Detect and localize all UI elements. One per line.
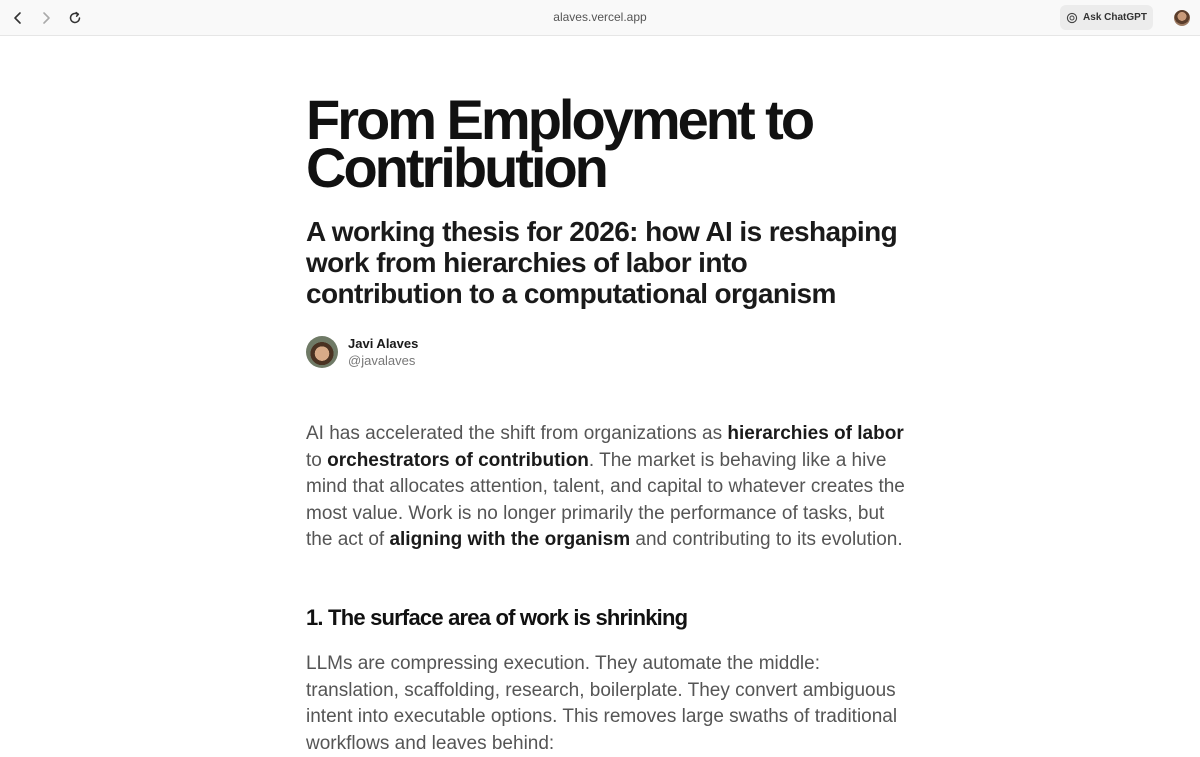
intro-text-1: AI has accelerated the shift from organizations as (306, 423, 728, 444)
reload-button[interactable] (65, 8, 85, 28)
author-handle[interactable]: @javalaves (348, 353, 416, 368)
ask-chatgpt-label: Ask ChatGPT (1083, 12, 1147, 23)
chevron-left-icon (11, 11, 25, 25)
section-heading: 1. The surface area of work is shrinking (306, 605, 688, 630)
intro-text-4: and contributing to its evolution. (630, 529, 903, 550)
intro-emphasis-2: orchestrators of contribution (327, 449, 589, 471)
article-title: From Employment to Contribution (306, 88, 813, 199)
intro-emphasis-1: hierarchies of labor (727, 423, 904, 444)
back-button[interactable] (8, 8, 28, 28)
url-text[interactable]: alaves.vercel.app (553, 10, 647, 24)
reload-icon (68, 11, 82, 25)
intro-paragraph (306, 421, 906, 554)
browser-toolbar (0, 0, 1200, 36)
chevron-right-icon (39, 11, 53, 25)
url-bar (0, 10, 1200, 24)
intro-emphasis-3: aligning with the organism (389, 529, 631, 550)
intro-text-2: to (306, 449, 328, 471)
section-paragraph: LLMs are compressing execution. They automate the middle: translation, scaffolding, research, boilerplate. They convert ambiguous intent into executable options. This removes large swaths of traditional workflows and leaves behind: (306, 653, 898, 754)
intro-text-3: . The market is behaving like a hive mind that allocates attention, talent, and capital to whatever creates the most value. Work is no longer primarily the performance of tasks, but the act of (306, 449, 905, 550)
forward-button[interactable] (36, 8, 56, 28)
chatgpt-icon (1066, 12, 1078, 24)
profile-avatar[interactable] (1174, 10, 1190, 26)
article-subtitle: A working thesis for 2026: how AI is reshaping work from hierarchies of labor into contribution to a computational organism (306, 216, 898, 309)
ask-chatgpt-button[interactable] (1060, 5, 1153, 30)
author-avatar[interactable] (306, 336, 338, 368)
author-name[interactable]: Javi Alaves (348, 336, 419, 351)
